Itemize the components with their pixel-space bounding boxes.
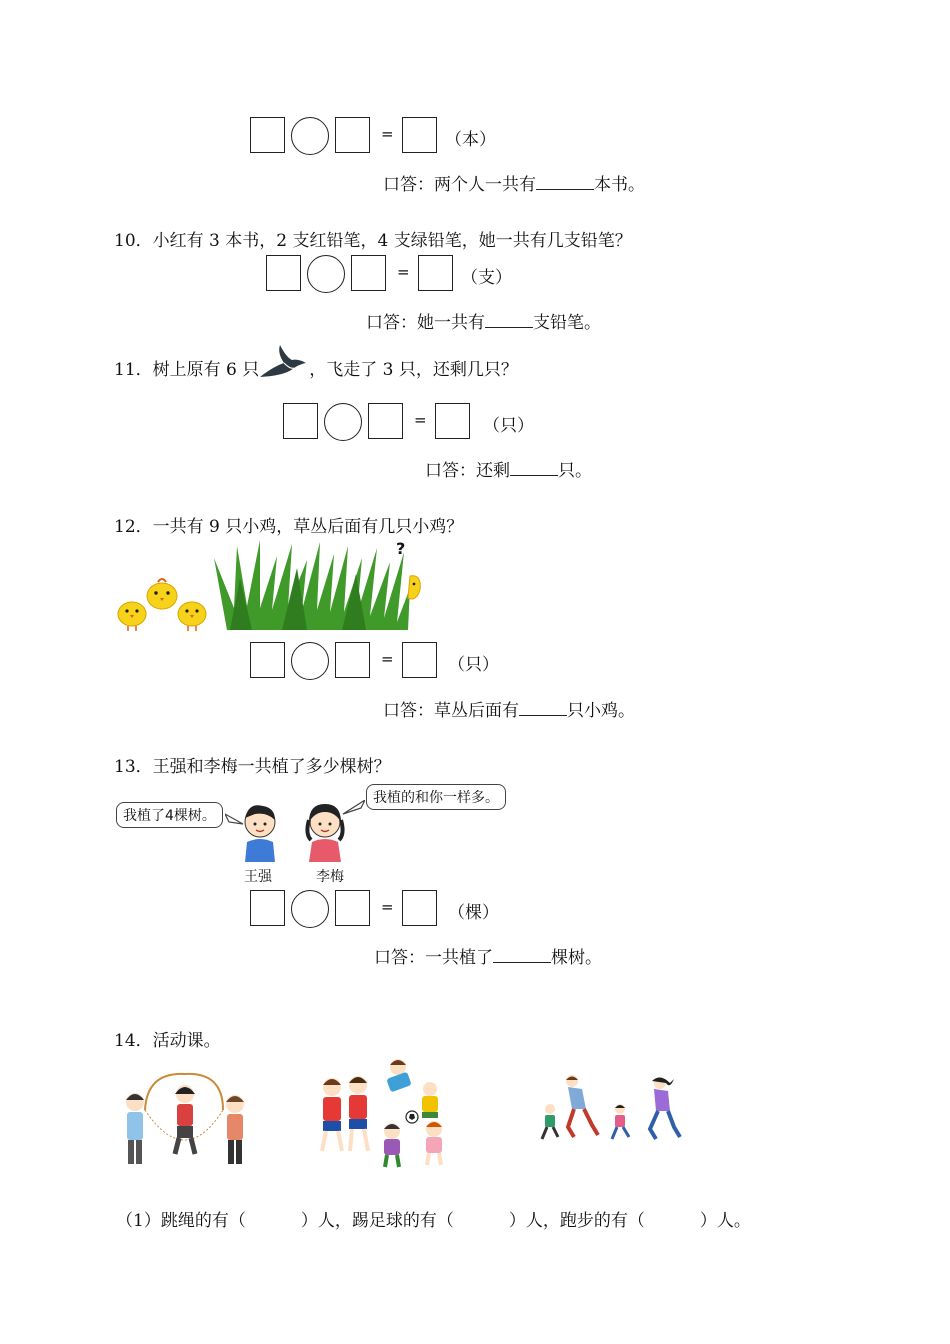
q11-equation: [283, 403, 543, 443]
runner-icon: [542, 1104, 558, 1139]
name-li: 李梅: [316, 869, 344, 885]
q11-answer: 口答：还剩 只。: [425, 461, 592, 481]
chick-icon: [178, 602, 206, 631]
q12-operator-circle[interactable]: [291, 642, 329, 680]
q10-text: 10．小红有 3 本书，2 支红铅笔，4 支绿铅笔，她一共有几支铅笔？: [114, 231, 632, 251]
runner-icon: [650, 1077, 680, 1139]
runner-icon: [612, 1104, 629, 1139]
kids-illustration: [225, 800, 365, 868]
chick-icon: [408, 576, 420, 599]
q10-equals-sign: =: [397, 263, 410, 281]
soccer-kid-icon: [422, 1082, 438, 1118]
q10-unit: （支）: [461, 268, 512, 288]
q13-operator-circle[interactable]: [291, 890, 329, 928]
q9-equals-sign: =: [381, 125, 394, 143]
q10-box-result[interactable]: [418, 255, 453, 291]
q12-box-1[interactable]: [250, 642, 285, 678]
q12-question-mark: ?: [396, 539, 406, 558]
swallow-bird-icon: [258, 343, 308, 383]
q12-answer-blank[interactable]: [519, 699, 567, 716]
soccer-kid-icon: [322, 1078, 342, 1151]
kid-right-icon: [226, 1095, 244, 1164]
q13-answer-blank[interactable]: [493, 946, 551, 963]
li-speech-bubble: 我植的和你一样多。: [366, 784, 506, 810]
chick-icon: [118, 602, 146, 631]
q10-answer-blank[interactable]: [485, 311, 533, 328]
q12-equals-sign: =: [381, 650, 394, 668]
soccer-kid-icon: [426, 1121, 442, 1165]
q11-box-1[interactable]: [283, 403, 318, 439]
girl-icon: [307, 804, 342, 862]
wang-speech-bubble: 我植了4棵树。: [116, 802, 223, 828]
soccer-kid-icon: [384, 1123, 400, 1167]
boy-icon: [245, 805, 275, 862]
q11-operator-circle[interactable]: [324, 403, 362, 441]
q11-box-result[interactable]: [435, 403, 470, 439]
runner-icon: [566, 1075, 598, 1137]
kid-left-icon: [126, 1093, 144, 1164]
q13-box-1[interactable]: [250, 890, 285, 926]
name-wang: 王强: [244, 869, 272, 885]
chick-icon: [147, 579, 177, 609]
q9-box-2[interactable]: [335, 117, 370, 153]
q14-text: 14．活动课。: [114, 1031, 221, 1051]
q9-operator-circle[interactable]: [291, 117, 329, 155]
q9-answer: 口答：两个人一共有 本书。: [383, 175, 645, 195]
q12-answer: 口答：草丛后面有 只小鸡。: [383, 701, 635, 721]
q14-sub1: （1）跳绳的有（ ）人，踢足球的有（ ）人，跑步的有（ ）人。: [116, 1211, 751, 1231]
q11-answer-blank[interactable]: [510, 459, 558, 476]
q9-answer-blank[interactable]: [536, 173, 594, 190]
q10-answer: 口答：她一共有 支铅笔。: [366, 313, 601, 333]
q12-text: 12．一共有 9 只小鸡，草丛后面有几只小鸡？: [114, 517, 464, 537]
soccer-illustration: [310, 1055, 455, 1170]
q10-box-1[interactable]: [266, 255, 301, 291]
q12-box-2[interactable]: [335, 642, 370, 678]
grass-icon: [214, 540, 410, 630]
chicks-and-grass-illustration: [112, 538, 432, 638]
q13-text: 13．王强和李梅一共植了多少棵树？: [114, 757, 391, 777]
q12-equation: [250, 642, 510, 682]
q13-equals-sign: =: [381, 898, 394, 916]
q11-unit: （只）: [483, 416, 534, 436]
q13-unit: （棵）: [448, 903, 499, 923]
jump-rope-illustration: [115, 1070, 255, 1170]
q13-box-result[interactable]: [402, 890, 437, 926]
soccer-kid-icon: [386, 1059, 411, 1092]
q12-unit: （只）: [448, 655, 499, 675]
q9-box-result[interactable]: [402, 117, 437, 153]
q10-operator-circle[interactable]: [307, 255, 345, 293]
q13-answer: 口答：一共植了 棵树。: [374, 948, 602, 968]
q9-unit: （本）: [445, 130, 496, 150]
running-illustration: [538, 1075, 683, 1150]
q9-box-1[interactable]: [250, 117, 285, 153]
kid-middle-icon: [175, 1085, 195, 1154]
soccer-ball-icon: [406, 1111, 418, 1123]
q12-box-result[interactable]: [402, 642, 437, 678]
soccer-kid-icon: [349, 1076, 368, 1151]
q10-equation: [266, 255, 526, 295]
q13-box-2[interactable]: [335, 890, 370, 926]
q11-box-2[interactable]: [368, 403, 403, 439]
q9-equation: [250, 117, 510, 157]
q13-equation: [250, 890, 510, 930]
q10-box-2[interactable]: [351, 255, 386, 291]
q11-equals-sign: =: [414, 411, 427, 429]
q11-text: 11．树上原有 6 只 ，飞走了 3 只，还剩几只？: [114, 360, 518, 380]
